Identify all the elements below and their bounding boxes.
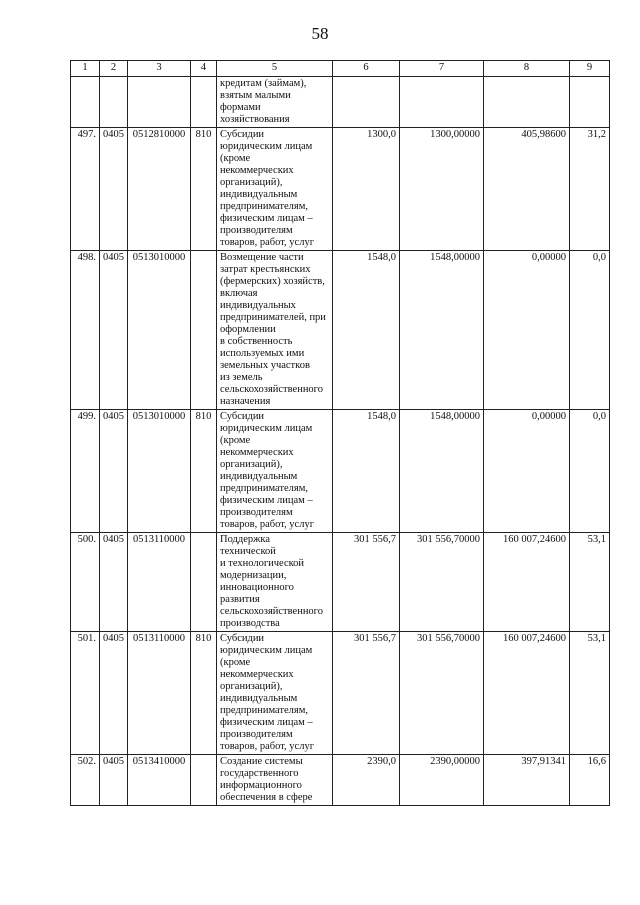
expense-type-cell [191, 77, 217, 128]
table-row [71, 755, 610, 806]
description-cell [217, 632, 333, 755]
description-cell [217, 755, 333, 806]
section-code-cell: 0405 [100, 755, 128, 806]
description-line: физическим лицам – [220, 213, 313, 224]
description-line: Поддержка [220, 534, 270, 545]
amount-col7-cell: 301 556,70000 [400, 632, 484, 755]
budget-table [70, 60, 610, 806]
description-line: товаров, работ, услуг [220, 519, 315, 530]
description-line: из земель [220, 372, 263, 383]
description-line: модернизации, [220, 570, 287, 581]
percent-cell: 16,6 [570, 755, 610, 806]
description-line: производителям [220, 729, 293, 740]
amount-col6-cell: 2390,0 [333, 755, 400, 806]
percent-cell: 31,2 [570, 128, 610, 251]
description-line: индивидуальным [220, 471, 298, 482]
description-line: оформлении [220, 324, 276, 335]
amount-col8-cell: 0,00000 [484, 251, 570, 410]
description-line: Субсидии [220, 129, 265, 140]
description-line: некоммерческих [220, 447, 294, 458]
amount-col6-cell: 1300,0 [333, 128, 400, 251]
description-line: развития [220, 594, 260, 605]
percent-cell: 0,0 [570, 410, 610, 533]
description-line: (кроме [220, 435, 251, 446]
amount-col6-cell: 301 556,7 [333, 533, 400, 632]
description-line: инновационного [220, 582, 294, 593]
row-number-cell: 497. [71, 128, 100, 251]
header-cell: 3 [128, 61, 191, 77]
description-line: предпринимателям, [220, 483, 309, 494]
description-line: Создание системы [220, 756, 303, 767]
amount-col7-cell: 1300,00000 [400, 128, 484, 251]
amount-col8-cell: 397,91341 [484, 755, 570, 806]
amount-col8-cell: 405,98600 [484, 128, 570, 251]
amount-col7-cell: 2390,00000 [400, 755, 484, 806]
percent-cell: 53,1 [570, 632, 610, 755]
description-line: (кроме [220, 153, 251, 164]
expense-type-cell: 810 [191, 632, 217, 755]
description-line: товаров, работ, услуг [220, 741, 315, 752]
target-code-cell: 0513010000 [128, 410, 191, 533]
description-line: некоммерческих [220, 165, 294, 176]
description-line: физическим лицам – [220, 717, 313, 728]
description-line: земельных участков [220, 360, 310, 371]
row-number-cell: 498. [71, 251, 100, 410]
expense-type-cell: 810 [191, 128, 217, 251]
header-cell: 2 [100, 61, 128, 77]
header-row [71, 61, 610, 77]
table-row [71, 632, 610, 755]
row-number-cell: 500. [71, 533, 100, 632]
target-code-cell: 0512810000 [128, 128, 191, 251]
percent-cell [570, 77, 610, 128]
amount-col7-cell: 1548,00000 [400, 251, 484, 410]
amount-col7-cell: 1548,00000 [400, 410, 484, 533]
description-line: товаров, работ, услуг [220, 237, 315, 248]
section-code-cell: 0405 [100, 128, 128, 251]
description-line: технической [220, 546, 276, 557]
description-line: Субсидии [220, 633, 265, 644]
description-line: организаций), [220, 681, 283, 692]
description-line: производителям [220, 507, 293, 518]
header-cell: 8 [484, 61, 570, 77]
description-line: информационного [220, 780, 302, 791]
description-line: (кроме [220, 657, 251, 668]
description-line: взятым малыми [220, 90, 291, 101]
section-code-cell: 0405 [100, 533, 128, 632]
description-line: предпринимателям, [220, 201, 309, 212]
expense-type-cell: 810 [191, 410, 217, 533]
target-code-cell: 0513110000 [128, 632, 191, 755]
amount-col7-cell: 301 556,70000 [400, 533, 484, 632]
description-cell [217, 77, 333, 128]
table-row [71, 533, 610, 632]
amount-col6-cell: 1548,0 [333, 410, 400, 533]
description-line: хозяйствования [220, 114, 290, 125]
description-line: государственного [220, 768, 299, 779]
header-cell: 4 [191, 61, 217, 77]
amount-col8-cell [484, 77, 570, 128]
section-code-cell: 0405 [100, 410, 128, 533]
row-number-cell: 502. [71, 755, 100, 806]
description-line: производства [220, 618, 280, 629]
description-line: включая [220, 288, 258, 299]
description-line: физическим лицам – [220, 495, 313, 506]
expense-type-cell [191, 251, 217, 410]
header-cell: 7 [400, 61, 484, 77]
target-code-cell: 0513110000 [128, 533, 191, 632]
description-line: юридическим лицам [220, 141, 313, 152]
target-code-cell: 0513410000 [128, 755, 191, 806]
target-code-cell [128, 77, 191, 128]
header-cell: 6 [333, 61, 400, 77]
percent-cell: 53,1 [570, 533, 610, 632]
expense-type-cell [191, 755, 217, 806]
description-cell [217, 251, 333, 410]
description-line: некоммерческих [220, 669, 294, 680]
page-number: 58 [311, 24, 329, 43]
table-row [71, 410, 610, 533]
description-line: юридическим лицам [220, 645, 313, 656]
description-line: используемых ими [220, 348, 305, 359]
description-line: назначения [220, 396, 271, 407]
description-line: обеспечения в сфере [220, 792, 313, 803]
description-line: индивидуальным [220, 693, 298, 704]
row-number-cell [71, 77, 100, 128]
description-cell [217, 410, 333, 533]
target-code-cell: 0513010000 [128, 251, 191, 410]
description-line: сельскохозяйственного [220, 606, 323, 617]
description-line: индивидуальных [220, 300, 296, 311]
header-cell: 9 [570, 61, 610, 77]
row-number-cell: 499. [71, 410, 100, 533]
description-line: (фермерских) хозяйств, [220, 276, 325, 287]
description-line: затрат крестьянских [220, 264, 311, 275]
percent-cell: 0,0 [570, 251, 610, 410]
description-line: Субсидии [220, 411, 265, 422]
description-line: сельскохозяйственного [220, 384, 323, 395]
section-code-cell [100, 77, 128, 128]
table-row [71, 128, 610, 251]
amount-col6-cell: 1548,0 [333, 251, 400, 410]
expense-type-cell [191, 533, 217, 632]
description-line: юридическим лицам [220, 423, 313, 434]
description-line: организаций), [220, 459, 283, 470]
description-line: кредитам (займам), [220, 78, 307, 89]
description-line: предпринимателям, [220, 705, 309, 716]
description-line: индивидуальным [220, 189, 298, 200]
description-line: в собственность [220, 336, 293, 347]
description-line: и технологической [220, 558, 305, 569]
amount-col8-cell: 160 007,24600 [484, 533, 570, 632]
header-cell: 5 [217, 61, 333, 77]
description-line: предпринимателей, при [220, 312, 326, 323]
table-row [71, 251, 610, 410]
description-line: формами [220, 102, 261, 113]
amount-col8-cell: 0,00000 [484, 410, 570, 533]
section-code-cell: 0405 [100, 251, 128, 410]
amount-col6-cell [333, 77, 400, 128]
description-line: организаций), [220, 177, 283, 188]
amount-col7-cell [400, 77, 484, 128]
amount-col6-cell: 301 556,7 [333, 632, 400, 755]
description-line: производителям [220, 225, 293, 236]
amount-col8-cell: 160 007,24600 [484, 632, 570, 755]
description-line: Возмещение части [220, 252, 304, 263]
section-code-cell: 0405 [100, 632, 128, 755]
table-row [71, 77, 610, 128]
description-cell [217, 533, 333, 632]
description-cell [217, 128, 333, 251]
row-number-cell: 501. [71, 632, 100, 755]
header-cell: 1 [71, 61, 100, 77]
